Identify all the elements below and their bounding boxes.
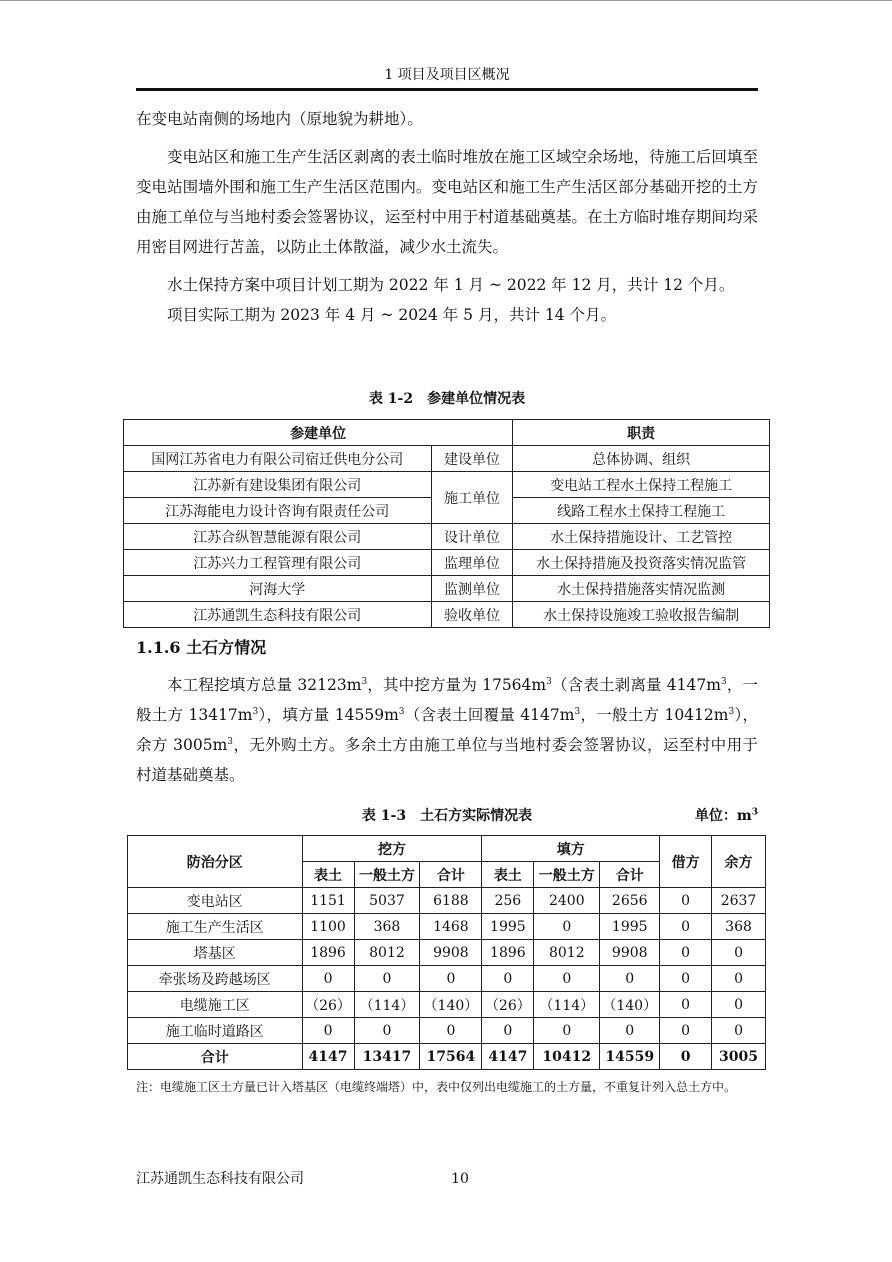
table-cell: 0 <box>534 914 600 940</box>
table-cell: 0 <box>420 966 482 992</box>
table-header-row <box>124 420 770 446</box>
zone-name: 施工临时道路区 <box>128 1018 303 1044</box>
table-cell: 1100 <box>302 914 354 940</box>
paragraph-topsoil: 变电站区和施工生产生活区剥离的表土临时堆放在施工区域空余场地，待施工后回填至变电站围墙外围和施工生产生活区范围内。变电站区和施工生产生活区部分基础开挖的土方由施工单位与当地村委会签署协议，运至村中用于村道基础奠基。在土方临时堆存期间均采用密目网进行苫盖，以防止土体散溢，减少水土流失。 <box>136 148 758 256</box>
unit-role: 建设单位 <box>431 446 513 472</box>
paragraph-continuation: 在变电站南侧的场地内（原地貌为耕地）。 <box>136 110 423 128</box>
table-cell: （140） <box>420 992 482 1018</box>
total-cell: 3005 <box>712 1044 766 1070</box>
superscript: 3 <box>728 706 735 717</box>
table-cell: 2637 <box>712 888 766 914</box>
table-1-2-caption: 表 1-2 参建单位情况表 <box>368 391 526 407</box>
table-cell: 0 <box>660 940 712 966</box>
section-heading: 1.1.6 土石方情况 <box>136 638 267 657</box>
table-cell: 0 <box>660 992 712 1018</box>
page-number: 10 <box>451 1171 469 1187</box>
table-1-3-caption: 表 1-3 土石方实际情况表 <box>361 808 533 824</box>
table-cell: 0 <box>354 1018 420 1044</box>
table-cell: 0 <box>600 966 660 992</box>
table-cell: 1151 <box>302 888 354 914</box>
table-row <box>128 1018 766 1044</box>
table-cell: 2656 <box>600 888 660 914</box>
table-cell: 0 <box>660 914 712 940</box>
header-cut-topsoil: 表土 <box>302 862 354 888</box>
earthwork-table-body <box>128 888 766 1044</box>
table-cell: （140） <box>600 992 660 1018</box>
header-surplus: 余方 <box>712 836 766 888</box>
superscript: 3 <box>252 706 259 717</box>
unit-duty: 变电站工程水土保持工程施工 <box>513 472 770 498</box>
total-cell: 14559 <box>600 1044 660 1070</box>
header-zone: 防治分区 <box>128 836 303 888</box>
header-fill: 填方 <box>482 836 660 862</box>
table-cell: 5037 <box>354 888 420 914</box>
header-cut-general: 一般土方 <box>354 862 420 888</box>
table-row <box>124 550 770 576</box>
table-cell: 2400 <box>534 888 600 914</box>
table-cell: 1896 <box>302 940 354 966</box>
participants-table <box>123 419 770 628</box>
unit-role: 设计单位 <box>431 524 513 550</box>
table-cell: 0 <box>712 992 766 1018</box>
unit-role: 监理单位 <box>431 550 513 576</box>
table-cell: 9908 <box>420 940 482 966</box>
superscript: 3 <box>227 736 234 747</box>
header-cut: 挖方 <box>302 836 482 862</box>
unit-role: 施工单位 <box>431 472 513 524</box>
total-cell: 4147 <box>302 1044 354 1070</box>
zone-name: 施工生产生活区 <box>128 914 303 940</box>
zone-name: 塔基区 <box>128 940 303 966</box>
table-cell: 6188 <box>420 888 482 914</box>
header-fill-topsoil: 表土 <box>482 862 534 888</box>
table-cell: 0 <box>302 1018 354 1044</box>
header-unit: 参建单位 <box>124 420 513 446</box>
zone-name: 牵张场及跨越场区 <box>128 966 303 992</box>
table-cell: 0 <box>600 1018 660 1044</box>
unit-duty: 水土保持措施及投资落实情况监管 <box>513 550 770 576</box>
table-row <box>128 940 766 966</box>
unit-role: 验收单位 <box>431 602 513 628</box>
text-run: ），余方 3005m <box>136 706 758 754</box>
table-row <box>128 966 766 992</box>
table-cell: 0 <box>660 888 712 914</box>
zone-name: 电缆施工区 <box>128 992 303 1018</box>
text-run: ），填方量 14559m <box>258 706 399 724</box>
header-fill-general: 一般土方 <box>534 862 600 888</box>
intro-text <box>136 104 758 330</box>
superscript: 3 <box>720 676 727 687</box>
total-row <box>128 1044 766 1070</box>
unit-name: 江苏海能电力设计咨询有限责任公司 <box>124 498 432 524</box>
superscript: 3 <box>398 706 405 717</box>
table-cell: 0 <box>354 966 420 992</box>
text-run: ，一般土方 13417m <box>136 676 758 724</box>
paragraph-actual-schedule: 项目实际工期为 2023 年 4 月 ~ 2024 年 5 月，共计 14 个月。 <box>167 306 617 324</box>
table-cell: 1995 <box>482 914 534 940</box>
paragraph-earthwork <box>136 670 758 790</box>
table-cell: 1995 <box>600 914 660 940</box>
table-cell: 0 <box>534 1018 600 1044</box>
table-cell: 8012 <box>534 940 600 966</box>
zone-name: 变电站区 <box>128 888 303 914</box>
table-cell: （26） <box>482 992 534 1018</box>
table-row <box>128 914 766 940</box>
header-borrow: 借方 <box>660 836 712 888</box>
superscript: 3 <box>361 676 368 687</box>
running-header: 1 项目及项目区概况 <box>384 67 510 83</box>
table-cell: 1468 <box>420 914 482 940</box>
table-cell: （114） <box>534 992 600 1018</box>
unit-name: 河海大学 <box>124 576 432 602</box>
table-row <box>124 446 770 472</box>
text-run: ，无外购土方。多余土方由施工单位与当地村委会签署协议，运至村中用于村道基础奠基。 <box>136 736 758 784</box>
unit-duty: 水土保持设施竣工验收报告编制 <box>513 602 770 628</box>
table-cell: 0 <box>420 1018 482 1044</box>
unit-name: 国网江苏省电力有限公司宿迁供电分公司 <box>124 446 432 472</box>
unit-duty: 水土保持措施设计、工艺管控 <box>513 524 770 550</box>
unit-duty: 水土保持措施落实情况监测 <box>513 576 770 602</box>
header-cut-total: 合计 <box>420 862 482 888</box>
table-cell: 368 <box>712 914 766 940</box>
table-row <box>128 888 766 914</box>
table-row <box>128 992 766 1018</box>
total-cell: 13417 <box>354 1044 420 1070</box>
table-cell: 9908 <box>600 940 660 966</box>
table-cell: 0 <box>302 966 354 992</box>
table-cell: 8012 <box>354 940 420 966</box>
table-cell: 0 <box>712 940 766 966</box>
total-label: 合计 <box>128 1044 303 1070</box>
header-duty: 职责 <box>513 420 770 446</box>
table-note: 注：电缆施工区土方量已计入塔基区（电缆终端塔）中，表中仅列出电缆施工的土方量，不重复计列入总土方中。 <box>136 1080 737 1094</box>
total-cell: 10412 <box>534 1044 600 1070</box>
earthwork-table <box>127 835 766 1070</box>
footer-company: 江苏通凯生态科技有限公司 <box>136 1171 304 1187</box>
unit-name: 江苏合纵智慧能源有限公司 <box>124 524 432 550</box>
earthwork-paragraph <box>136 670 758 790</box>
paragraph-planned-schedule: 水土保持方案中项目计划工期为 2022 年 1 月 ~ 2022 年 12 月，共计 12 个月。 <box>167 276 735 294</box>
table-cell: 256 <box>482 888 534 914</box>
table-cell: 0 <box>482 966 534 992</box>
table-cell: 368 <box>354 914 420 940</box>
table-cell: 0 <box>712 1018 766 1044</box>
total-cell: 0 <box>660 1044 712 1070</box>
text-run: 本工程挖填方总量 32123m <box>167 676 362 694</box>
unit-text: 单位：m <box>694 808 752 824</box>
table-cell: （26） <box>302 992 354 1018</box>
table-1-3-unit <box>695 806 758 826</box>
table-cell: 0 <box>712 966 766 992</box>
table-row <box>124 524 770 550</box>
text-run: ，其中挖方量为 17564m <box>367 676 547 694</box>
table-row <box>124 602 770 628</box>
table-cell: （114） <box>354 992 420 1018</box>
unit-name: 江苏兴力工程管理有限公司 <box>124 550 432 576</box>
unit-name: 江苏新有建设集团有限公司 <box>124 472 432 498</box>
superscript: 3 <box>574 706 581 717</box>
table-cell: 0 <box>660 966 712 992</box>
table-cell: 1896 <box>482 940 534 966</box>
unit-role: 监测单位 <box>431 576 513 602</box>
text-run: （含表土回覆量 4147m <box>404 706 575 724</box>
unit-duty: 线路工程水土保持工程施工 <box>513 498 770 524</box>
total-cell: 17564 <box>420 1044 482 1070</box>
table-row <box>124 576 770 602</box>
header-rule <box>136 88 758 91</box>
table-cell: 0 <box>482 1018 534 1044</box>
superscript: 3 <box>546 676 552 687</box>
superscript: 3 <box>751 807 758 818</box>
text-run: ，一般土方 10412m <box>580 706 729 724</box>
unit-name: 江苏通凯生态科技有限公司 <box>124 602 432 628</box>
table-cell: 0 <box>534 966 600 992</box>
header-fill-total: 合计 <box>600 862 660 888</box>
table-row <box>124 472 770 498</box>
unit-duty: 总体协调、组织 <box>513 446 770 472</box>
text-run: （含表土剥离量 4147m <box>551 676 721 694</box>
header-row-1 <box>128 836 766 862</box>
page-top-border <box>0 0 892 1</box>
table-cell: 0 <box>660 1018 712 1044</box>
total-cell: 4147 <box>482 1044 534 1070</box>
